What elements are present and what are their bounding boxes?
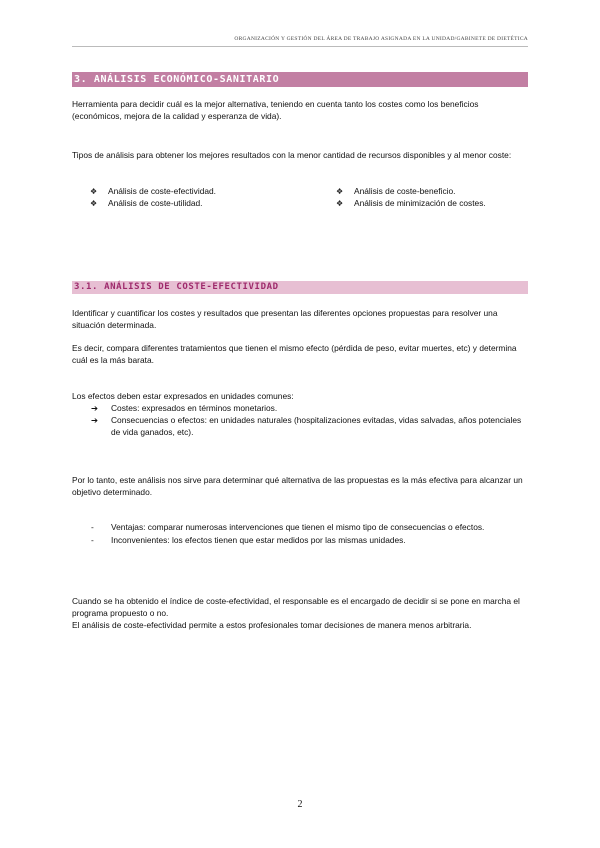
arrow-right-icon: ➔ <box>91 403 99 413</box>
list-item-text: Análisis de coste-efectividad. <box>108 186 216 196</box>
header-divider <box>72 46 528 47</box>
list-item-text: Análisis de minimización de costes. <box>354 198 486 208</box>
diamond-bullet-icon: ❖ <box>336 199 344 208</box>
effects-intro: Los efectos deben estar expresados en unidades comunes: <box>72 391 294 401</box>
list-item-text: Consecuencias o efectos: en unidades naturales (hospitalizaciones evitadas, vidas salvadas, años potenciales de vida ganados, etc). <box>111 415 522 437</box>
list-item <box>91 415 528 438</box>
list-item-text: Inconvenientes: los efectos tienen que estar medidos por las mismas unidades. <box>111 535 406 545</box>
page-number: 2 <box>297 799 303 810</box>
diamond-bullet-icon: ❖ <box>90 187 98 196</box>
section-heading-3-1: 3.1. ANÁLISIS DE COSTE-EFECTIVIDAD <box>72 281 528 294</box>
diamond-bullet-icon: ❖ <box>90 199 98 208</box>
arrow-right-icon: ➔ <box>91 415 99 425</box>
section-heading-3: 3. ANÁLISIS ECONÓMICO-SANITARIO <box>72 72 528 87</box>
list-item <box>336 197 486 210</box>
section-3-intro: Herramienta para decidir cuál es la mejor alternativa, teniendo en cuenta tanto los costes como los beneficios (económicos, mejora de la calidad y esperanza de vida). <box>72 99 479 121</box>
paragraph-conclusion: Por lo tanto, este análisis nos sirve para determinar qué alternativa de las propuestas es la más efectiva para alcanzar un objetivo determinado. <box>72 475 523 497</box>
paragraph-definition: Identificar y cuantificar los costes y resultados que presentan las diferentes opciones propuestas para resolver una situación determinada. <box>72 308 498 330</box>
diamond-bullet-icon: ❖ <box>336 187 344 196</box>
list-item <box>91 535 528 547</box>
list-item <box>91 403 528 415</box>
paragraph-index: Cuando se ha obtenido el índice de coste-efectividad, el responsable es el encargado de decidir si se pone en marcha el programa propuesto o no. <box>72 596 520 618</box>
paragraph-decisions: El análisis de coste-efectividad permite a estos profesionales tomar decisiones de manera menos arbitraria. <box>72 620 472 630</box>
list-item-text: Análisis de coste-beneficio. <box>354 186 456 196</box>
dash-bullet-icon: - <box>91 535 94 545</box>
list-item-text: Costes: expresados en términos monetarios. <box>111 403 278 413</box>
list-item <box>90 197 203 210</box>
list-item-text: Ventajas: comparar numerosas intervenciones que tienen el mismo tipo de consecuencias o efectos. <box>111 522 485 532</box>
paragraph-explanation: Es decir, compara diferentes tratamientos que tienen el mismo efecto (pérdida de peso, evitar muertes, etc) y determina cuál es la más barata. <box>72 343 517 365</box>
list-item <box>91 522 528 534</box>
dash-bullet-icon: - <box>91 522 94 532</box>
analysis-types-intro: Tipos de análisis para obtener los mejores resultados con la menor cantidad de recursos disponibles y al menor coste: <box>72 150 512 160</box>
running-header: ORGANIZACIÓN Y GESTIÓN DEL ÁREA DE TRABAJO ASIGNADA EN LA UNIDAD/GABINETE DE DIETÉTICA <box>234 36 528 42</box>
list-item-text: Análisis de coste-utilidad. <box>108 198 203 208</box>
